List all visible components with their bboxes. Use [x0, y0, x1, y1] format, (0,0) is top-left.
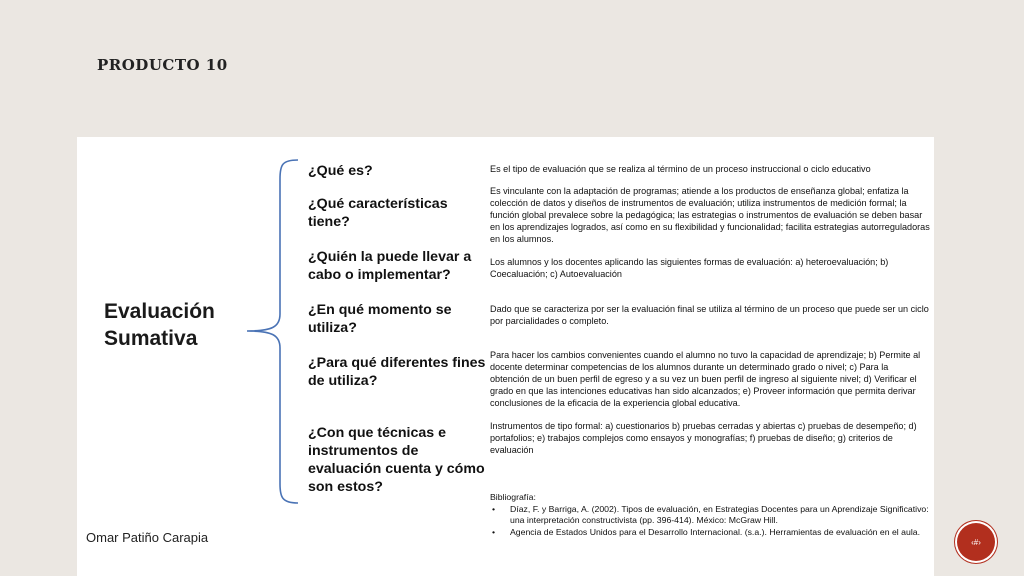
brace-connector [242, 159, 302, 504]
bullet-icon: • [492, 503, 496, 514]
answer-3: Los alumnos y los docentes aplicando las siguientes formas de evaluación: a) heteroevaluación; b) Coecaluación; c) Autoevaluación [490, 257, 889, 279]
answer-6: Instrumentos de tipo formal: a) cuestionarios b) pruebas cerradas y abiertas c) pruebas de desempeño; d) portafolios; e) trabajos complejos como ensayos y monografías; f) pruebas de diseño; g) criterios de evaluación [490, 421, 917, 455]
answer-4: Dado que se caracteriza por ser la evaluación final se utiliza al término de un proceso que puede ser un ciclo por parcialidades o completo. [490, 304, 929, 326]
bibliography-heading: Bibliografía: [490, 492, 536, 502]
question-4: ¿En qué momento se utiliza? [308, 302, 452, 336]
question-6: ¿Con que técnicas e instrumentos de evaluación cuenta y cómo son estos? [308, 425, 485, 495]
bibliography-entry [490, 504, 930, 527]
bibliography-entry [490, 527, 930, 539]
question-1: ¿Qué es? [308, 163, 373, 179]
answer-5: Para hacer los cambios convenientes cuando el alumno no tuvo la capacidad de aprendizaje; b) Permite al docente determinar competencias de los alumnos durante un determinado grado o nivel; c) Para la obtención de un buen perfil de egreso y a su vez un buen perfil de ingreso al siguiente nivel; d) Verificar el grado en que las intenciones educativas han sido alcanzados; e) Proveer información que permita derivar conclusiones de la eficacia de la experiencia global educativa. [490, 350, 921, 408]
bibliography [490, 492, 930, 538]
bibliography-entry-text: Agencia de Estados Unidos para el Desarrollo Internacional. (s.a.). Herramientas de evaluación en el aula. [510, 526, 920, 537]
question-5: ¿Para qué diferentes fines de utiliza? [308, 355, 486, 389]
question-3: ¿Quién la puede llevar a cabo o implementar? [308, 249, 472, 283]
bibliography-entry-text: Díaz, F. y Barriga, A. (2002). Tipos de evaluación, en Estrategias Docentes para un Aprendizaje Significativo: una interpretación constructivista (pp. 396-414). México: McGraw Hill. [510, 503, 929, 525]
bullet-icon: • [492, 526, 496, 537]
page-number-badge [957, 523, 995, 561]
content-image [77, 137, 934, 576]
answer-2: Es vinculante con la adaptación de programas; atiende a los productos de enseñanza global; enfatiza la colección de datos y diseños de instrumentos de evaluación; utiliza instrumentos de medición formal; la función global prevalece sobre la pedagógica; las estrategias o instrumentos de evaluación se deben basar en los aprendizajes logrados, así como en su flexibilidad y funcionalidad; facilita estrategias autorreguladoras en los alumnos. [490, 186, 930, 244]
question-2: ¿Qué características tiene? [308, 196, 448, 230]
slide-title: PRODUCTO 10 [97, 56, 228, 74]
page-number: ‹#› [971, 537, 981, 547]
diagram-topic: Evaluación Sumativa [104, 300, 215, 350]
author-name: Omar Patiño Carapia [86, 530, 209, 545]
answer-1: Es el tipo de evaluación que se realiza al término de un proceso instruccional o ciclo educativo [490, 164, 871, 174]
